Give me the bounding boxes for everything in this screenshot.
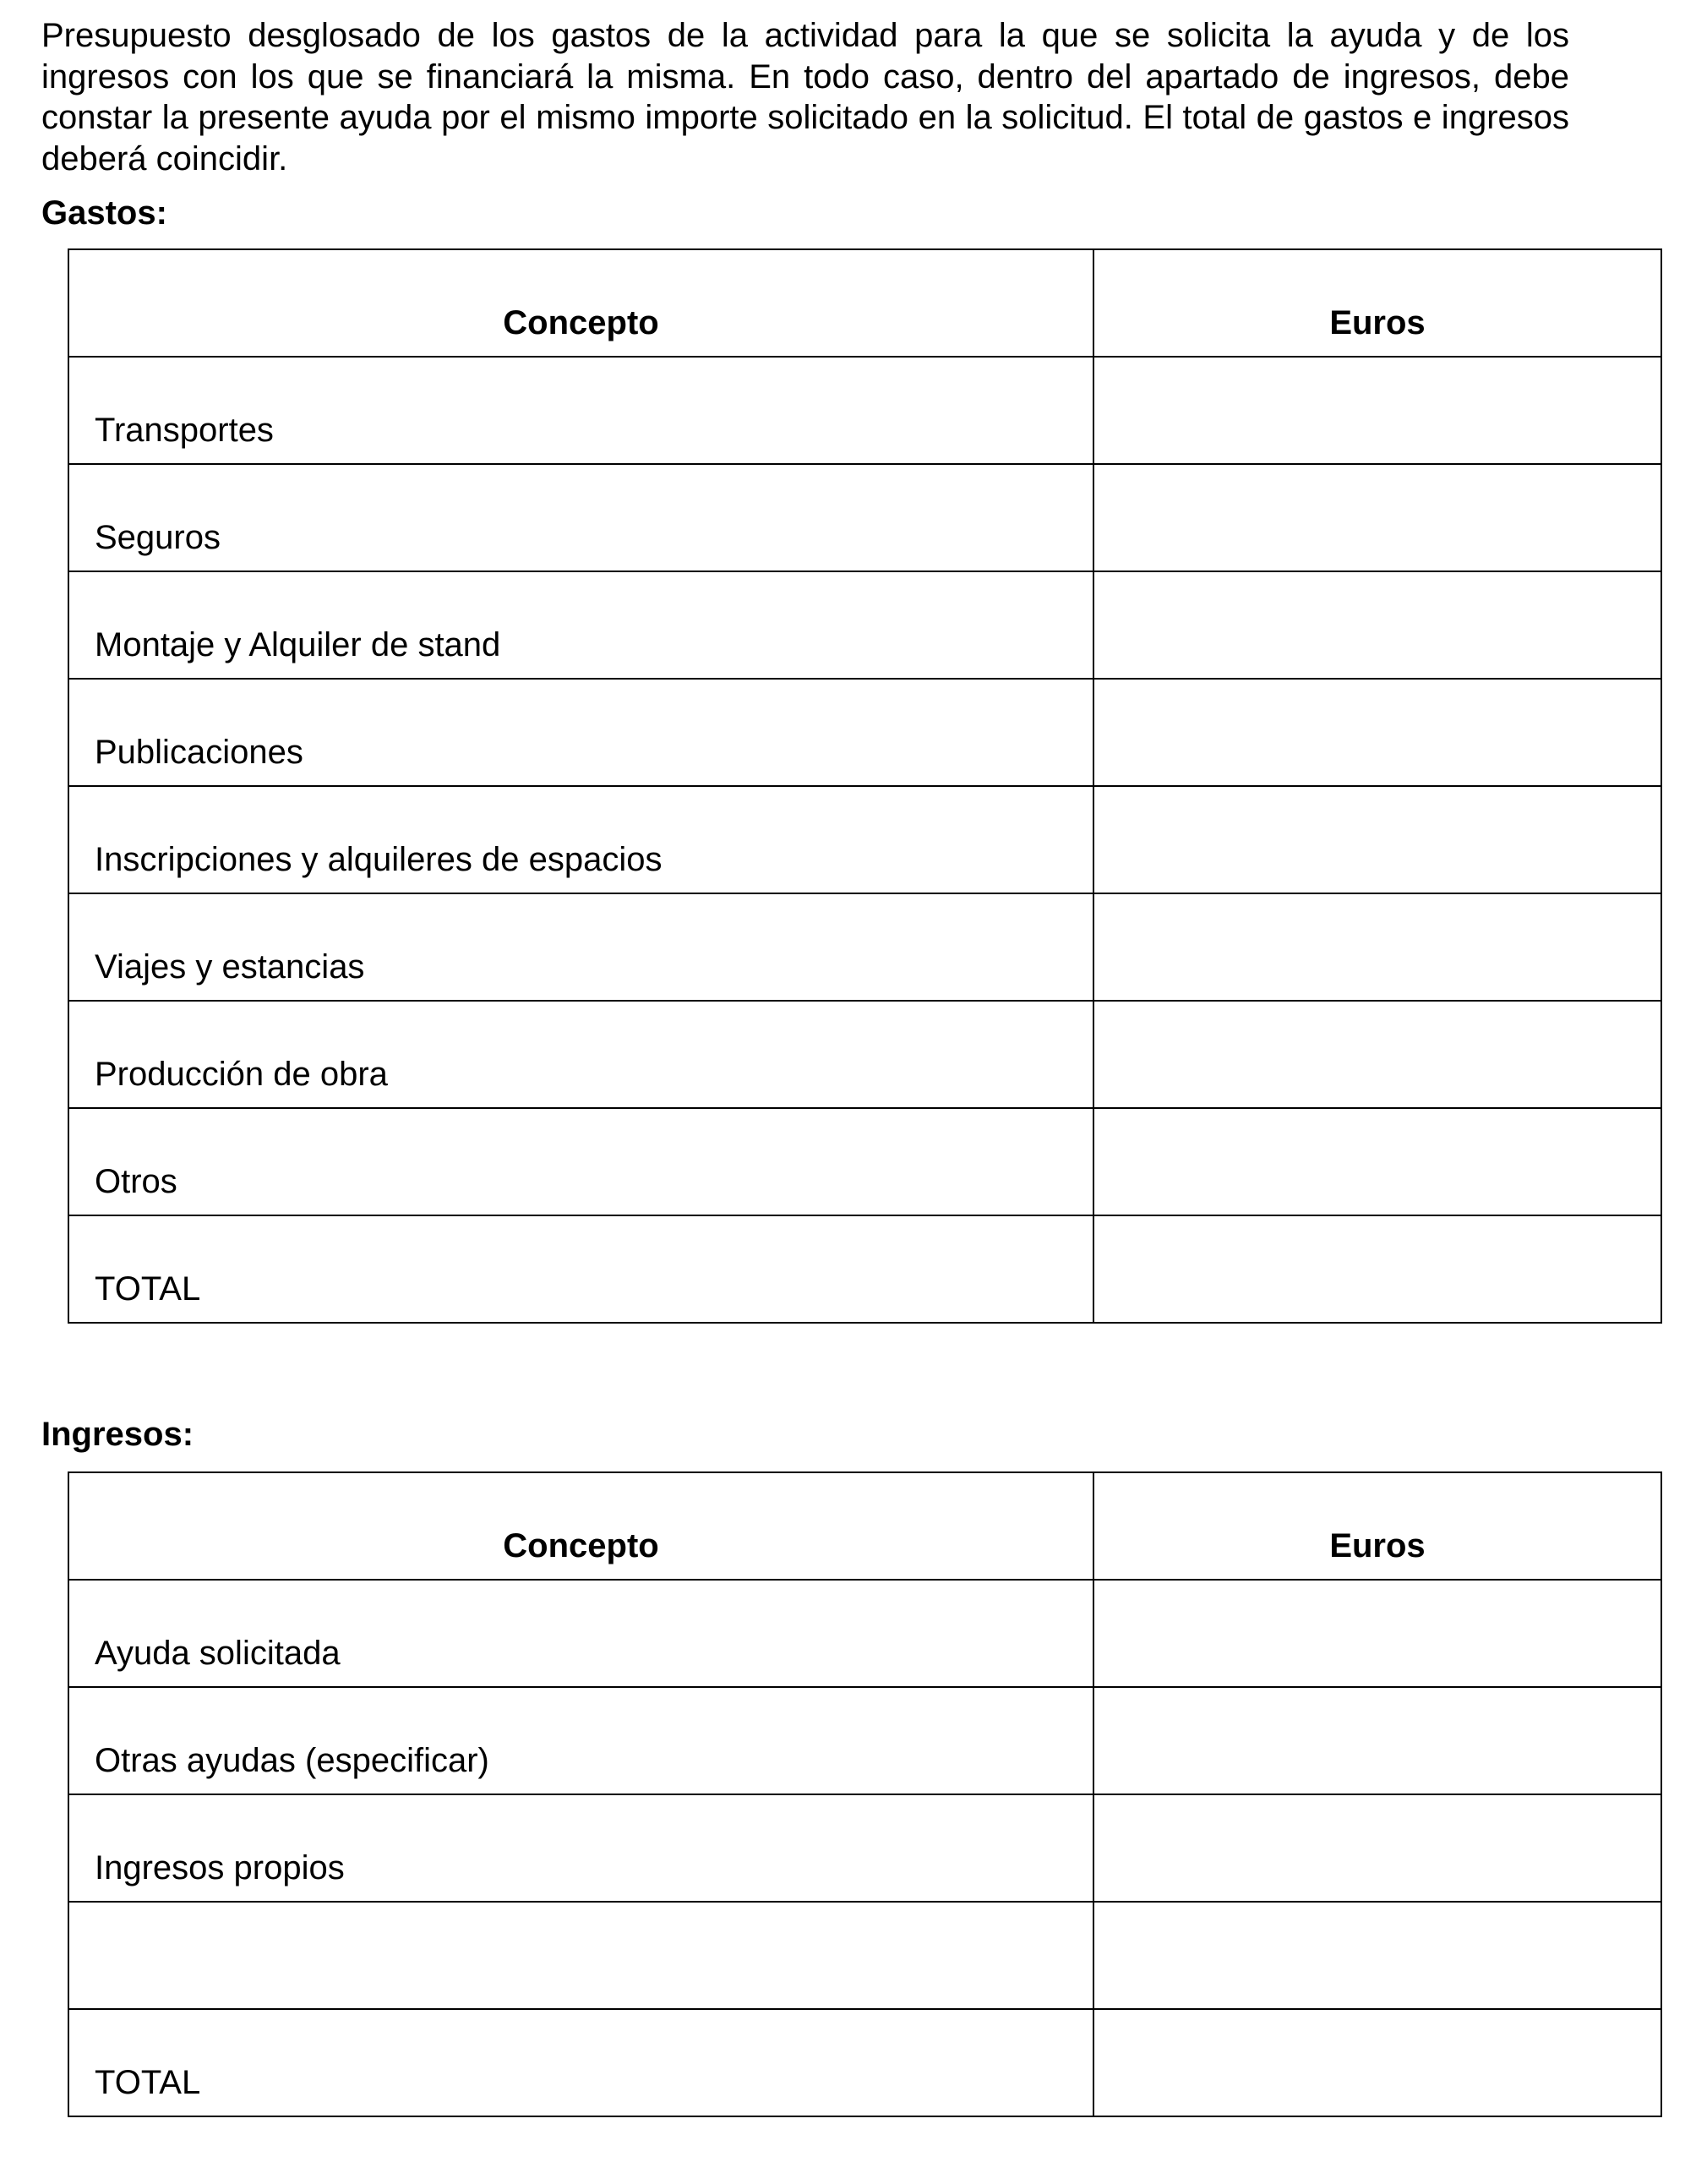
- ingresos-total-label: TOTAL: [68, 2009, 1093, 2116]
- gastos-euros-field[interactable]: [1093, 357, 1661, 464]
- ingresos-header-concepto: Concepto: [68, 1472, 1093, 1580]
- gastos-concepto-cell: Otros: [68, 1108, 1093, 1215]
- gastos-euros-field[interactable]: [1093, 786, 1661, 893]
- gastos-euros-field[interactable]: [1093, 571, 1661, 679]
- ingresos-euros-field[interactable]: [1093, 1580, 1661, 1687]
- gastos-header-row: [68, 249, 1661, 357]
- table-row: [68, 357, 1661, 464]
- table-row: [68, 786, 1661, 893]
- ingresos-total-field[interactable]: [1093, 2009, 1661, 2116]
- gastos-euros-field[interactable]: [1093, 893, 1661, 1001]
- gastos-concepto-cell: Producción de obra: [68, 1001, 1093, 1108]
- ingresos-table: [68, 1471, 1662, 2117]
- gastos-header-concepto: Concepto: [68, 249, 1093, 357]
- ingresos-concepto-cell: Otras ayudas (especificar): [68, 1687, 1093, 1794]
- ingresos-euros-field[interactable]: [1093, 1902, 1661, 2009]
- gastos-euros-field[interactable]: [1093, 1108, 1661, 1215]
- gastos-euros-field[interactable]: [1093, 464, 1661, 571]
- table-row: [68, 1108, 1661, 1215]
- gastos-table: [68, 248, 1662, 1324]
- gastos-concepto-cell: Seguros: [68, 464, 1093, 571]
- table-row: [68, 571, 1661, 679]
- ingresos-section-label: Ingresos:: [41, 1416, 194, 1453]
- ingresos-euros-field[interactable]: [1093, 1687, 1661, 1794]
- table-row: [68, 1580, 1661, 1687]
- table-row-total: [68, 1215, 1661, 1323]
- gastos-concepto-cell: Publicaciones: [68, 679, 1093, 786]
- gastos-concepto-cell: Transportes: [68, 357, 1093, 464]
- table-row: [68, 1001, 1661, 1108]
- ingresos-header-row: [68, 1472, 1661, 1580]
- ingresos-concepto-field[interactable]: [68, 1902, 1093, 2009]
- gastos-total-label: TOTAL: [68, 1215, 1093, 1323]
- table-row: [68, 893, 1661, 1001]
- table-row: [68, 1794, 1661, 1902]
- table-row: [68, 1687, 1661, 1794]
- gastos-total-field[interactable]: [1093, 1215, 1661, 1323]
- gastos-header-euros: Euros: [1093, 249, 1661, 357]
- ingresos-concepto-cell: Ingresos propios: [68, 1794, 1093, 1902]
- table-row-blank: [68, 1902, 1661, 2009]
- gastos-euros-field[interactable]: [1093, 1001, 1661, 1108]
- table-row-total: [68, 2009, 1661, 2116]
- gastos-section-label: Gastos:: [41, 194, 167, 232]
- gastos-concepto-cell: Inscripciones y alquileres de espacios: [68, 786, 1093, 893]
- gastos-concepto-cell: Montaje y Alquiler de stand: [68, 571, 1093, 679]
- gastos-concepto-cell: Viajes y estancias: [68, 893, 1093, 1001]
- intro-paragraph: Presupuesto desglosado de los gastos de la actividad para la que se solicita la ayuda y de los ingresos con los que se financiará la misma. En todo caso, dentro del apartado de ingresos, debe constar la presente ayuda por el mismo importe solicitado en la solicitud. El total de gastos e ingresos deberá coincidir.: [41, 17, 1569, 177]
- table-row: [68, 464, 1661, 571]
- ingresos-concepto-cell: Ayuda solicitada: [68, 1580, 1093, 1687]
- table-row: [68, 679, 1661, 786]
- gastos-euros-field[interactable]: [1093, 679, 1661, 786]
- ingresos-euros-field[interactable]: [1093, 1794, 1661, 1902]
- ingresos-header-euros: Euros: [1093, 1472, 1661, 1580]
